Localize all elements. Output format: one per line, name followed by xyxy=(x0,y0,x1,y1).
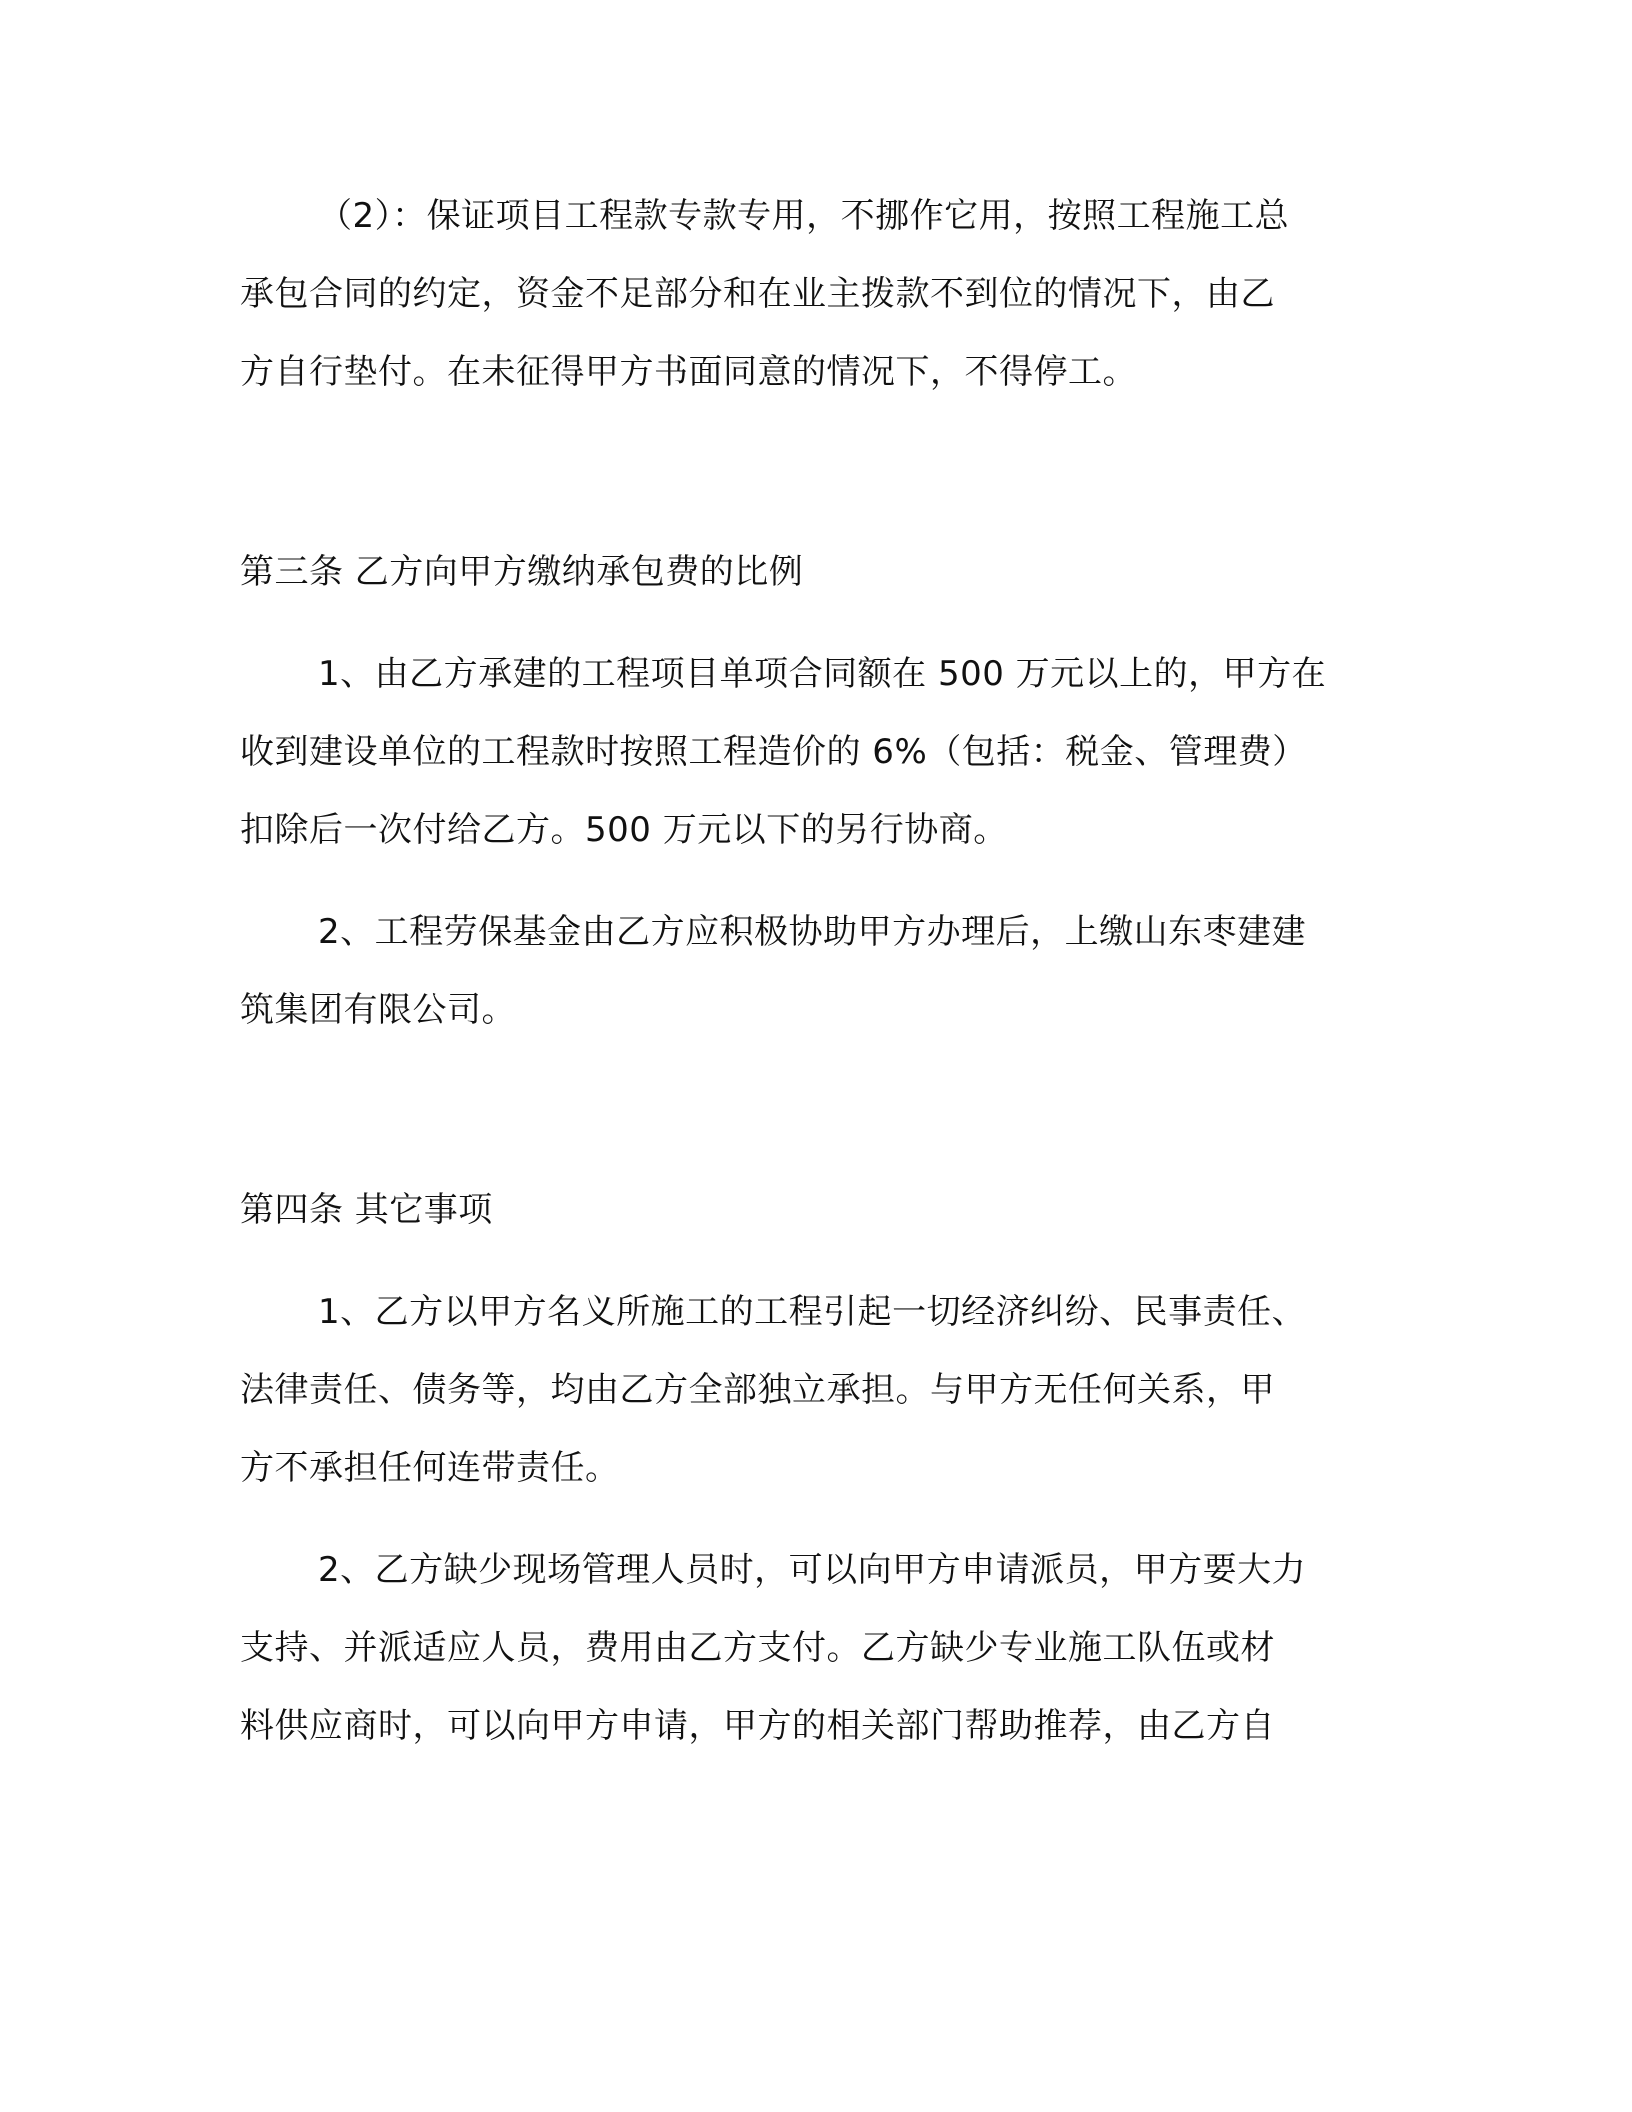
paragraph-2-line-3: 方自行垫付。在未征得甲方书面同意的情况下，不得停工。 xyxy=(240,352,1137,392)
article-4-item-1-line-1: 1、乙方以甲方名义所施工的工程引起一切经济纠纷、民事责任、 xyxy=(318,1292,1307,1332)
article-4-item-2-line-3: 料供应商时，可以向甲方申请，甲方的相关部门帮助推荐，由乙方自 xyxy=(240,1706,1275,1746)
article-3-item-1-line-1: 1、由乙方承建的工程项目单项合同额在 500 万元以上的，甲方在 xyxy=(318,654,1327,694)
article-3-item-1-line-3: 扣除后一次付给乙方。500 万元以下的另行协商。 xyxy=(240,810,1008,850)
article-3-item-2-line-2: 筑集团有限公司。 xyxy=(240,990,516,1030)
paragraph-2-line-2: 承包合同的约定，资金不足部分和在业主拨款不到位的情况下，由乙 xyxy=(240,274,1275,314)
article-3-heading: 第三条 乙方向甲方缴纳承包费的比例 xyxy=(240,552,804,592)
article-3-item-1-line-2: 收到建设单位的工程款时按照工程造价的 6%（包括：税金、管理费） xyxy=(240,732,1307,772)
article-4-item-1-line-2: 法律责任、债务等，均由乙方全部独立承担。与甲方无任何关系，甲 xyxy=(240,1370,1275,1410)
article-4-item-2-line-1: 2、乙方缺少现场管理人员时，可以向甲方申请派员，甲方要大力 xyxy=(318,1550,1307,1590)
article-4-item-2-line-2: 支持、并派适应人员，费用由乙方支付。乙方缺少专业施工队伍或材 xyxy=(240,1628,1275,1668)
article-4-heading: 第四条 其它事项 xyxy=(240,1190,493,1230)
article-3-item-2-line-1: 2、工程劳保基金由乙方应积极协助甲方办理后，上缴山东枣建建 xyxy=(318,912,1307,952)
paragraph-2-line-1: （2）：保证项目工程款专款专用，不挪作它用，按照工程施工总 xyxy=(318,196,1290,236)
article-4-item-1-line-3: 方不承担任何连带责任。 xyxy=(240,1448,620,1488)
